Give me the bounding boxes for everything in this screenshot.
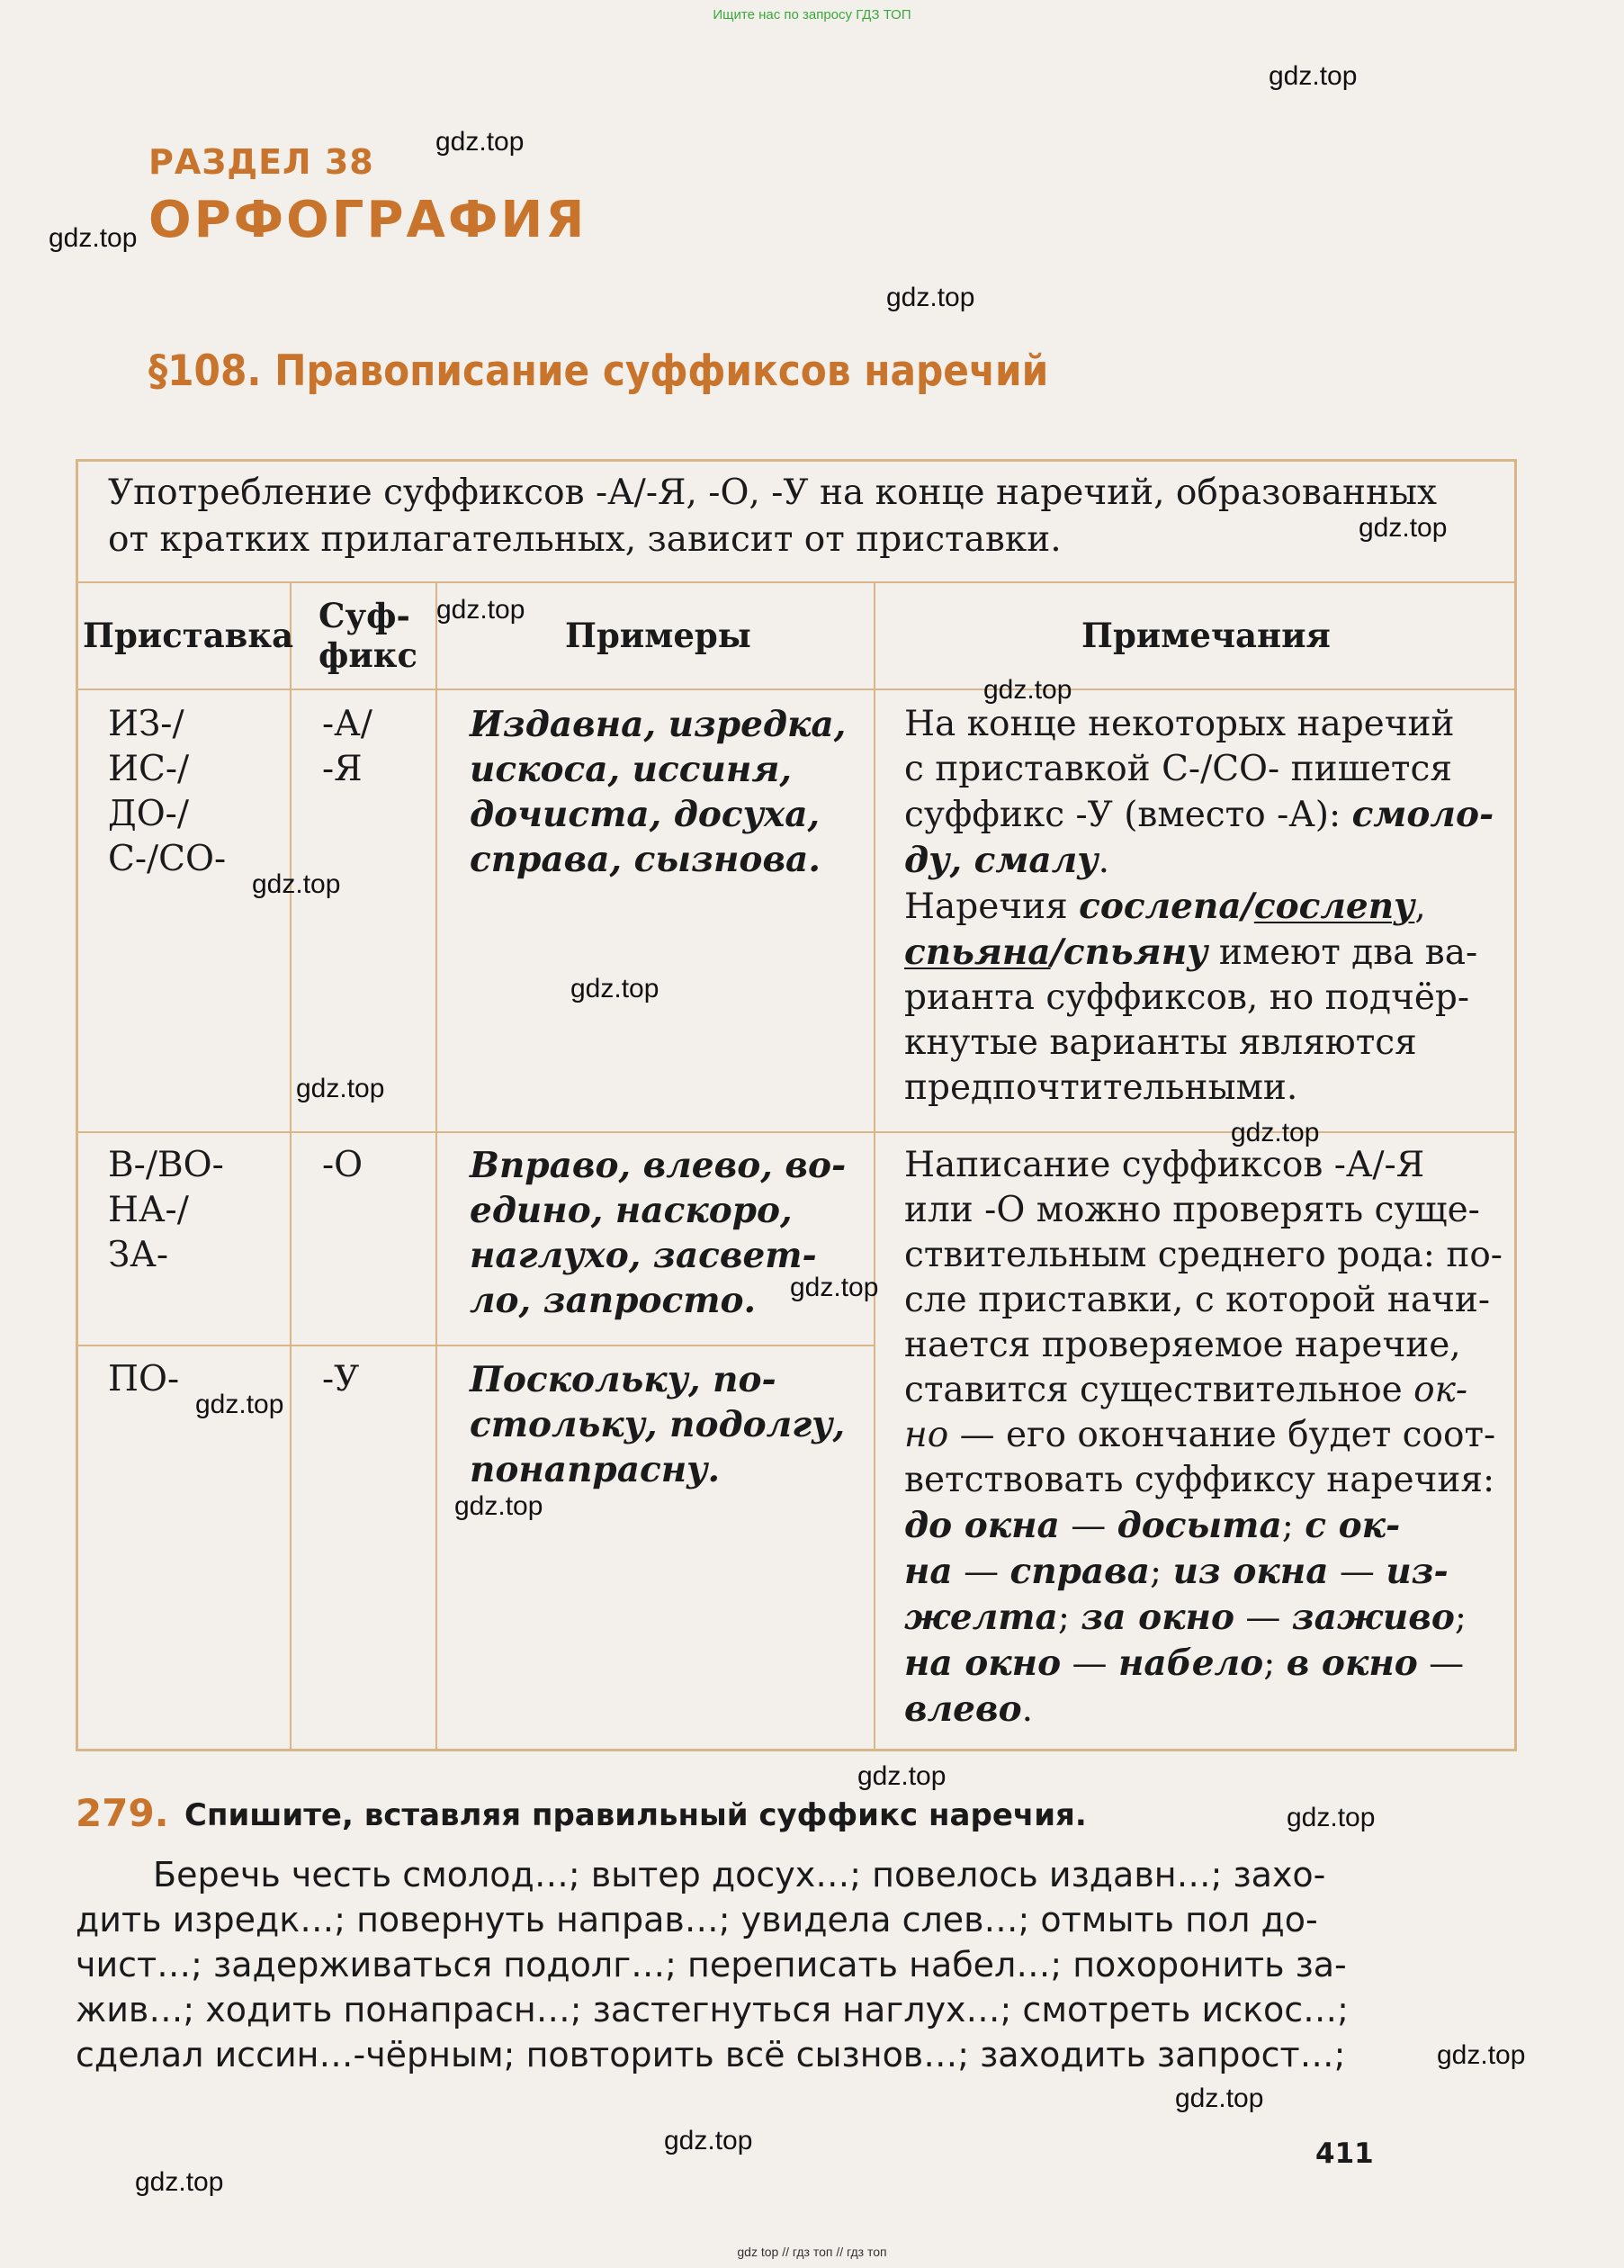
- bottom-banner: gdz top // гдз топ // гдз топ: [737, 2245, 887, 2259]
- note-line: или -О можно проверять суще-: [904, 1190, 1480, 1230]
- note-example: смоло-: [1351, 794, 1494, 835]
- header-suffix-line: фикс: [319, 635, 418, 675]
- prefix-line: В-/ВО-: [108, 1145, 224, 1185]
- exercise-text: [76, 1852, 1515, 2077]
- watermark: gdz.top: [195, 1390, 284, 1419]
- suffix-line: -О: [322, 1145, 363, 1185]
- watermark: gdz.top: [886, 283, 975, 312]
- note-italic: ок-: [1413, 1370, 1468, 1410]
- exercise-line: чист…; задерживаться подолг…; переписать набел…; похоронить за-: [76, 1945, 1347, 1984]
- rule-intro-line: Употребление суффиксов -А/-Я, -О, -У на конце наречий, образованных: [108, 472, 1438, 513]
- note-text: — его окончание будет соот-: [948, 1415, 1496, 1455]
- note-text: Наречия: [904, 886, 1080, 927]
- note-line: нается проверяемое наречие,: [904, 1325, 1461, 1365]
- note-example: из-: [1386, 1551, 1449, 1592]
- example-line: понапрасну.: [470, 1449, 721, 1490]
- col-line-2: [435, 581, 437, 1751]
- suffix-line: -А/: [322, 704, 372, 744]
- note-line: [904, 1368, 1507, 1413]
- note-line: [904, 930, 1507, 976]
- note-text: —: [952, 1552, 1010, 1592]
- example-line: стольку, подолгу,: [470, 1404, 846, 1445]
- row2-prefix: [108, 1143, 224, 1278]
- row3-prefix: [108, 1357, 179, 1402]
- rule-intro-line: от кратких прилагательных, зависит от приставки.: [108, 519, 1062, 560]
- note-line: [904, 838, 1507, 884]
- watermark: gdz.top: [436, 595, 525, 625]
- exercise-line: жив…; ходить понапрасн…; застегнуться наглух…; смотреть искос…;: [76, 1990, 1349, 2030]
- header-suffix-line: Суф-: [319, 596, 410, 635]
- note-line: ствительным среднего рода: по-: [904, 1235, 1503, 1275]
- note-line: Написание суффиксов -А/-Я: [904, 1145, 1425, 1185]
- note-text: ;: [1281, 1506, 1305, 1546]
- watermark: gdz.top: [435, 127, 525, 157]
- suffix-line: -У: [322, 1359, 360, 1400]
- note-line: сле приставки, с которой начи-: [904, 1280, 1491, 1320]
- watermark: gdz.top: [1231, 1118, 1320, 1148]
- note-example: справа: [1009, 1551, 1151, 1592]
- note-line: кнутые варианты являются: [904, 1022, 1417, 1063]
- note-line: ветствовать суффиксу наречия:: [904, 1460, 1495, 1500]
- note-example: на: [904, 1551, 953, 1592]
- note-example: с ок-: [1305, 1505, 1401, 1546]
- watermark: gdz.top: [664, 2126, 753, 2156]
- prefix-line: ДО-/: [108, 794, 189, 834]
- exercise-title: Спишите, вставляя правильный суффикс наречия.: [184, 1797, 1087, 1833]
- prefix-line: ИС-/: [108, 749, 190, 789]
- watermark: gdz.top: [1359, 513, 1448, 543]
- example-line: ло, запросто.: [470, 1280, 757, 1321]
- note-line: предпочтительными.: [904, 1067, 1298, 1108]
- note-example: из окна: [1172, 1551, 1329, 1592]
- example-line: Издавна, изредка,: [470, 704, 847, 745]
- note-example: заживо: [1291, 1597, 1455, 1638]
- note-text: .: [1021, 1689, 1034, 1730]
- watermark: gdz.top: [570, 974, 659, 1004]
- header-notes: Примечания: [1081, 616, 1331, 655]
- watermark: gdz.top: [1175, 2084, 1264, 2113]
- watermark: gdz.top: [135, 2167, 224, 2197]
- note-example: влево: [904, 1688, 1022, 1730]
- row1-suffix: [322, 702, 372, 792]
- exercise-line: Беречь честь смолод…; вытер досух…; повелось издавн…; захо-: [153, 1855, 1326, 1894]
- example-line: едино, наскоро,: [470, 1190, 793, 1231]
- note-text: ;: [1454, 1598, 1467, 1638]
- note-line: с приставкой С-/СО- пишется: [904, 749, 1452, 789]
- row2-suffix: [322, 1143, 363, 1188]
- watermark: gdz.top: [296, 1074, 385, 1103]
- prefix-line: ИЗ-/: [108, 704, 184, 744]
- col-line-3: [874, 581, 875, 1751]
- col-line-1: [290, 581, 292, 1751]
- watermark: gdz.top: [790, 1273, 879, 1302]
- table-top-line: [76, 581, 1517, 583]
- note-example: сослепа/: [1079, 886, 1254, 927]
- row1-prefix: [108, 702, 226, 882]
- watermark: gdz.top: [857, 1761, 947, 1791]
- note-example-underlined: сослепу: [1253, 886, 1415, 927]
- row1-bottom-line: [76, 1131, 874, 1133]
- section-label: РАЗДЕЛ 38: [148, 142, 374, 182]
- note-text: —: [1059, 1506, 1117, 1546]
- top-banner: Ищите нас по запросу ГДЗ ТОП: [713, 7, 911, 22]
- watermark: gdz.top: [983, 675, 1072, 705]
- example-line: искоса, иссиня,: [470, 749, 792, 790]
- row1-notes-bottom-line: [874, 1131, 1517, 1133]
- note-text: —: [1328, 1552, 1386, 1592]
- note-line: [904, 1413, 1507, 1458]
- watermark: gdz.top: [1269, 61, 1358, 91]
- note-text: .: [1098, 841, 1109, 881]
- note-text: ,: [1414, 886, 1426, 927]
- note-line: [904, 1503, 1507, 1549]
- note-example: до окна: [904, 1505, 1060, 1546]
- note-text: имеют два ва-: [1207, 932, 1478, 973]
- exercise-line: дить изредк…; повернуть направ…; увидела слев…; отмыть пол до-: [76, 1900, 1318, 1940]
- note-text: —: [1234, 1598, 1292, 1638]
- note-text: —: [1061, 1643, 1118, 1684]
- row3-suffix: [322, 1357, 359, 1402]
- watermark: gdz.top: [454, 1491, 543, 1521]
- prefix-line: ЗА-: [108, 1235, 169, 1275]
- header-prefix: Приставка: [83, 616, 294, 655]
- watermark: gdz.top: [49, 223, 138, 253]
- note-text: ставится существительное: [904, 1370, 1414, 1410]
- note-example: /спьяну: [1050, 932, 1208, 973]
- rule-intro: [108, 470, 1494, 563]
- note-line: [904, 1687, 1507, 1732]
- example-line: справа, сызнова.: [470, 839, 821, 880]
- row2-bottom-line: [76, 1345, 874, 1346]
- note-line: [904, 884, 1507, 930]
- note-text: —: [1417, 1643, 1465, 1684]
- row3-examples: [470, 1357, 845, 1492]
- suffix-line: -Я: [322, 749, 363, 789]
- section-title: ОРФОГРАФИЯ: [148, 191, 588, 249]
- note-line: [904, 1549, 1507, 1595]
- note-text: ;: [1057, 1598, 1081, 1638]
- note-example: на окно: [904, 1642, 1062, 1684]
- watermark: gdz.top: [1287, 1803, 1376, 1832]
- header-suffix: [319, 596, 417, 675]
- note-line: рианта суффиксов, но подчёр-: [904, 977, 1470, 1018]
- example-line: Вправо, влево, во-: [470, 1145, 847, 1186]
- note-line: На конце некоторых наречий: [904, 704, 1455, 744]
- prefix-line: С-/СО-: [108, 839, 227, 879]
- prefix-line: НА-/: [108, 1190, 189, 1230]
- note-text: ;: [1263, 1643, 1287, 1684]
- note-line: [904, 1641, 1507, 1687]
- example-line: Поскольку, по-: [470, 1359, 776, 1400]
- note-text: ;: [1150, 1552, 1173, 1592]
- note-example-underlined: спьяна: [904, 932, 1051, 973]
- note-example: набело: [1117, 1642, 1264, 1684]
- note-example: ду, смалу: [904, 840, 1099, 881]
- row1-examples: [470, 702, 846, 882]
- prefix-line: ПО-: [108, 1359, 180, 1400]
- example-line: дочиста, досуха,: [470, 794, 821, 835]
- note-example: досыта: [1117, 1505, 1282, 1546]
- header-examples: Примеры: [565, 616, 751, 655]
- paragraph-title: §108. Правописание суффиксов наречий: [148, 346, 1049, 396]
- watermark: gdz.top: [1437, 2040, 1526, 2070]
- note-line: [904, 792, 1507, 838]
- watermark: gdz.top: [252, 869, 341, 899]
- exercise-line: сделал иссин…-чёрным; повторить всё сызнов…; заходить запрост…;: [76, 2035, 1346, 2074]
- row23-notes: [904, 1143, 1507, 1732]
- note-text: суффикс -У (вместо -А):: [904, 795, 1352, 835]
- header-bottom-line: [76, 688, 1517, 690]
- note-italic: но: [904, 1415, 949, 1455]
- note-example: в окно: [1286, 1642, 1418, 1684]
- note-example: желта: [904, 1597, 1058, 1638]
- row1-notes: [904, 702, 1507, 1111]
- note-line: [904, 1595, 1507, 1641]
- exercise-number: 279.: [76, 1791, 169, 1835]
- page-number: 411: [1315, 2138, 1374, 2170]
- note-example: за окно: [1081, 1597, 1234, 1638]
- example-line: наглухо, засвет-: [470, 1235, 817, 1276]
